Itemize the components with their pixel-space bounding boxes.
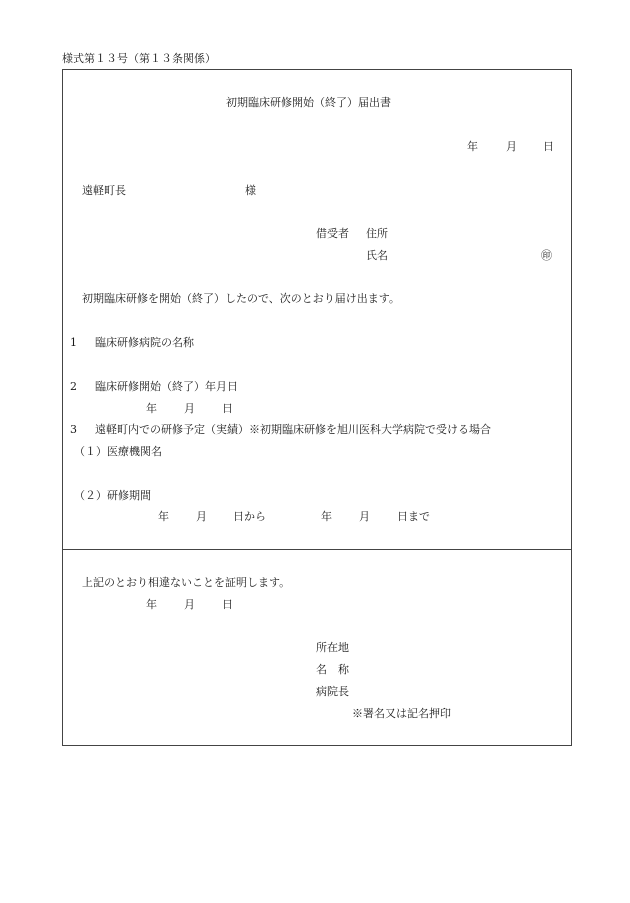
item2-number: 2	[70, 380, 77, 393]
date-month: 月	[506, 140, 517, 153]
item2-day: 日	[222, 402, 233, 415]
applicant-role: 借受者	[316, 227, 349, 240]
period-from-month: 月	[196, 510, 207, 523]
item1-label: 臨床研修病院の名称	[95, 336, 194, 349]
certification-text: 上記のとおり相違ないことを証明します。	[82, 576, 291, 589]
item2-year: 年	[146, 402, 157, 415]
date-day: 日	[543, 140, 554, 153]
period-from-year: 年	[158, 510, 169, 523]
date-year: 年	[467, 140, 478, 153]
period-to-month: 月	[359, 510, 370, 523]
cert-year: 年	[146, 598, 157, 611]
sub2-label: （２）研修期間	[74, 489, 151, 502]
director-label: 病院長	[316, 685, 349, 698]
cert-day: 日	[222, 598, 233, 611]
item1-number: 1	[70, 336, 77, 349]
sub1-label: （１）医療機関名	[74, 445, 162, 458]
period-to-year: 年	[321, 510, 332, 523]
statement: 初期臨床研修を開始（終了）したので、次のとおり届け出ます。	[82, 292, 400, 305]
seal-mark: ㊞	[541, 249, 552, 262]
applicant-address-label: 住所	[366, 227, 388, 240]
form-title: 初期臨床研修開始（終了）届出書	[226, 96, 391, 109]
period-from-day: 日から	[233, 510, 266, 523]
institution-name-label: 名 称	[316, 663, 349, 676]
cert-month: 月	[184, 598, 195, 611]
section-divider	[62, 549, 572, 550]
applicant-name-label: 氏名	[366, 249, 388, 262]
period-to-day: 日まで	[397, 510, 430, 523]
signature-note: ※署名又は記名押印	[352, 707, 451, 720]
item2-month: 月	[184, 402, 195, 415]
addressee-honorific: 様	[245, 184, 256, 197]
form-number: 様式第１３号（第１３条関係）	[62, 52, 216, 65]
addressee-name: 遠軽町長	[82, 184, 126, 197]
item3-label: 遠軽町内での研修予定（実績）※初期臨床研修を旭川医科大学病院で受ける場合	[95, 423, 491, 436]
item3-number: 3	[70, 423, 77, 436]
location-label: 所在地	[316, 641, 349, 654]
item2-label: 臨床研修開始（終了）年月日	[95, 380, 238, 393]
